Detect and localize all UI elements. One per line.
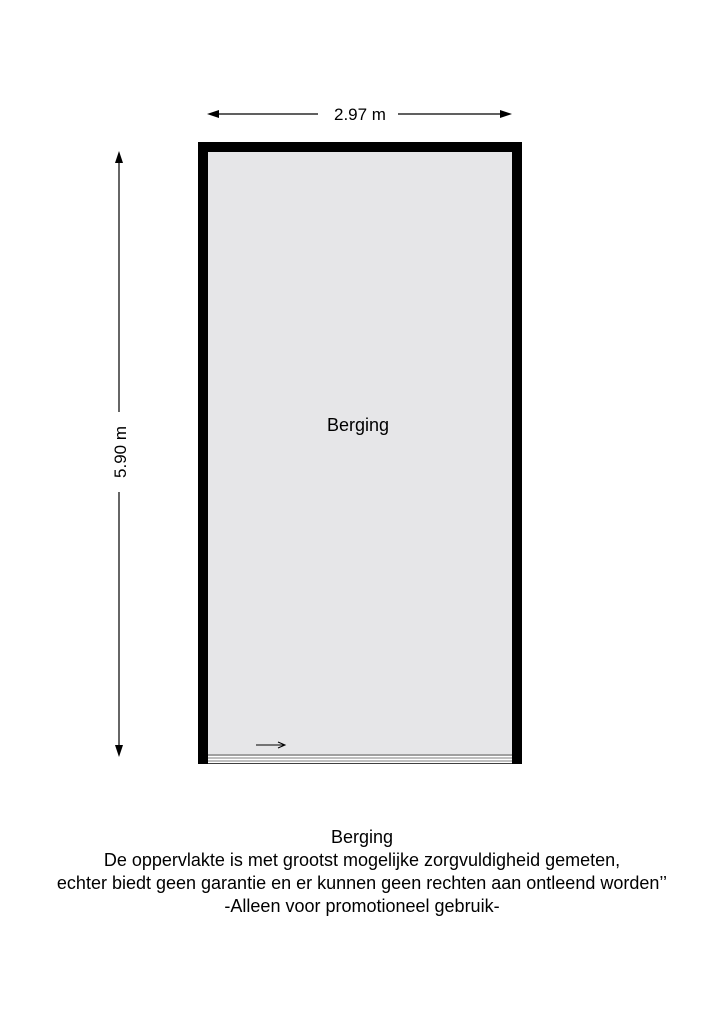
wall-bottom-left-stub [198,754,208,764]
wall-bottom-right-stub [512,754,522,764]
height-dimension [111,151,130,757]
wall-top [198,142,522,152]
wall-left [198,142,208,764]
height-arrow-up-icon [115,151,123,163]
width-dimension-label: 2.97 m [334,105,386,124]
caption-title: Berging [330,827,394,847]
width-arrow-left-icon [207,110,219,118]
room-floor [198,142,522,764]
door-opening-fill [208,754,512,764]
caption-line-1: De oppervlakte is met grootst mogelijke zorgvuldigheid gemeten, [103,850,621,870]
width-dimension [207,105,512,124]
height-arrow-down-icon [115,745,123,757]
height-dimension-label: 5.90 m [111,426,130,478]
width-arrow-right-icon [500,110,512,118]
door-opening [208,754,512,764]
caption-line-2: echter biedt geen garantie en er kunnen geen rechten aan ontleend worden’’ [56,873,668,893]
room-label: Berging [326,415,390,435]
caption-line-3: -Alleen voor promotioneel gebruik- [224,896,500,916]
wall-right [512,142,522,764]
caption [0,826,724,918]
